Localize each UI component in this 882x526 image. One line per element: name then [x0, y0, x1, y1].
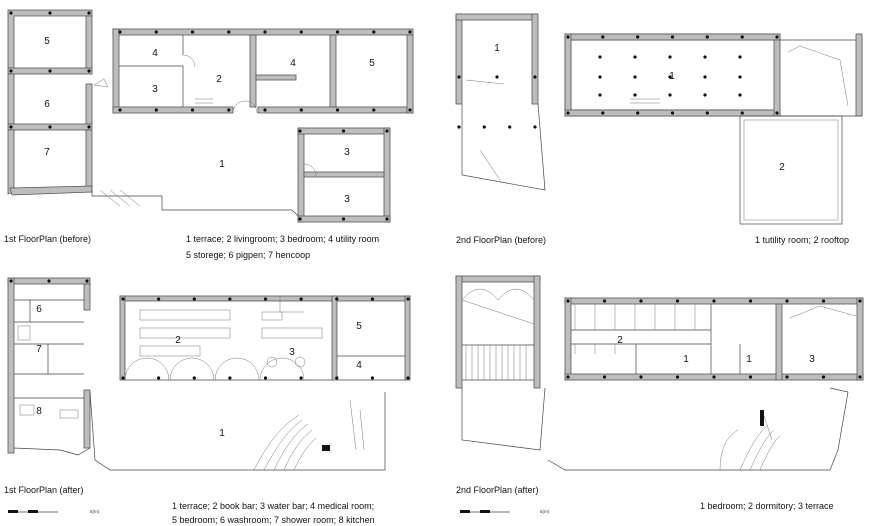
column-dot [785, 375, 788, 378]
column-dot [457, 125, 460, 128]
column-dot [738, 55, 741, 58]
scale-label: 5(m) [90, 509, 100, 514]
column-dot [858, 299, 861, 302]
column-dot [566, 111, 569, 114]
column-dot [85, 279, 88, 282]
plan-legend: 1 bedroom; 2 dormitory; 3 terrace [700, 501, 834, 511]
column-dot [633, 55, 636, 58]
column-dot [738, 93, 741, 96]
plan-1st-floor-before [8, 10, 413, 222]
room-label: 2 [175, 335, 181, 346]
column-dot [300, 108, 303, 111]
column-dot [87, 125, 90, 128]
room-label: 3 [289, 347, 295, 358]
room-label: 4 [290, 58, 296, 69]
column-dot [408, 30, 411, 33]
column-dot [342, 217, 345, 220]
room-label: 6 [36, 304, 42, 315]
column-dot [372, 30, 375, 33]
room-label: 1 [669, 71, 675, 82]
column-dot [749, 375, 752, 378]
column-dot [495, 75, 498, 78]
column-dot [636, 35, 639, 38]
column-dot [408, 108, 411, 111]
column-dot [300, 297, 303, 300]
column-dot [342, 129, 345, 132]
column-dot [47, 279, 50, 282]
column-dot [676, 299, 679, 302]
column-dot [385, 217, 388, 220]
column-dot [155, 108, 158, 111]
plan-legend: 5 bedroom; 6 washroom; 7 shower room; 8 kitchen [172, 515, 375, 525]
room-label: 8 [36, 406, 42, 417]
plan-1st-floor-after [8, 278, 410, 513]
room-label: 3 [152, 84, 158, 95]
column-dot [9, 279, 12, 282]
column-dot [406, 297, 409, 300]
column-dot [738, 75, 741, 78]
column-dot [406, 376, 409, 379]
plan-legend: 5 storege; 6 pigpen; 7 hencoop [186, 250, 311, 260]
column-dot [263, 108, 266, 111]
plan-legend: 1 terrace; 2 livingroom; 3 bedroom; 4 utility room [186, 234, 380, 244]
column-dot [264, 376, 267, 379]
room-label: 2 [779, 162, 785, 173]
column-dot [193, 297, 196, 300]
column-dot [598, 75, 601, 78]
room-label: 7 [44, 147, 50, 158]
room-label: 1 [219, 428, 225, 439]
column-dot [371, 376, 374, 379]
column-dot [157, 376, 160, 379]
column-dot [298, 217, 301, 220]
column-dot [336, 108, 339, 111]
column-dot [741, 111, 744, 114]
room-label: 4 [152, 48, 158, 59]
plan-2nd-floor-after [456, 276, 863, 513]
column-dot [712, 299, 715, 302]
column-dot [533, 125, 536, 128]
column-dot [228, 297, 231, 300]
room-label: 6 [44, 99, 50, 110]
column-dot [227, 30, 230, 33]
column-dot [191, 108, 194, 111]
plan-title: 1st FloorPlan (before) [4, 234, 92, 244]
column-dot [87, 11, 90, 14]
room-labels-plan-1 [44, 36, 375, 205]
column-dot [566, 35, 569, 38]
column-dot [121, 376, 124, 379]
structural-columns [9, 11, 861, 379]
room-label: 5 [369, 58, 375, 69]
column-dot [336, 30, 339, 33]
column-dot [508, 125, 511, 128]
room-label: 1 [219, 159, 225, 170]
room-label: 2 [617, 335, 623, 346]
column-dot [300, 376, 303, 379]
room-label: 1 [494, 43, 500, 54]
scale-label: 5(m) [540, 509, 550, 514]
column-dot [601, 111, 604, 114]
column-dot [87, 69, 90, 72]
column-dot [633, 75, 636, 78]
column-dot [671, 111, 674, 114]
column-dot [191, 30, 194, 33]
room-label: 2 [216, 74, 222, 85]
column-dot [785, 299, 788, 302]
column-dot [48, 11, 51, 14]
column-dot [157, 297, 160, 300]
column-dot [335, 376, 338, 379]
column-dot [676, 375, 679, 378]
room-label: 1 [746, 354, 752, 365]
column-dot [263, 30, 266, 33]
column-dot [703, 93, 706, 96]
column-dot [457, 75, 460, 78]
column-dot [9, 11, 12, 14]
column-dot [775, 111, 778, 114]
room-label: 3 [344, 147, 350, 158]
column-dot [227, 108, 230, 111]
column-dot [385, 129, 388, 132]
column-dot [636, 111, 639, 114]
column-dot [822, 375, 825, 378]
plan-legend: 1 terrace; 2 book bar; 3 water bar; 4 medical room; [172, 501, 375, 511]
column-dot [298, 129, 301, 132]
column-dot [155, 30, 158, 33]
room-label: 4 [356, 360, 362, 371]
column-dot [48, 125, 51, 128]
column-dot [48, 69, 51, 72]
column-dot [601, 35, 604, 38]
column-dot [533, 75, 536, 78]
room-label: 1 [683, 354, 689, 365]
column-dot [668, 55, 671, 58]
column-dot [741, 35, 744, 38]
column-dot [335, 297, 338, 300]
column-dot [749, 299, 752, 302]
column-dot [300, 30, 303, 33]
column-dot [566, 299, 569, 302]
column-dot [9, 125, 12, 128]
plan-legend: 1 tutility room; 2 rooftop [755, 235, 850, 245]
column-dot [822, 299, 825, 302]
column-dot [603, 375, 606, 378]
plan-2nd-floor-before [456, 14, 862, 224]
column-dot [639, 375, 642, 378]
room-label: 7 [36, 344, 42, 355]
column-dot [483, 125, 486, 128]
column-dot [566, 375, 569, 378]
column-dot [633, 93, 636, 96]
room-label: 3 [344, 194, 350, 205]
column-dot [598, 93, 601, 96]
column-dot [706, 35, 709, 38]
column-dot [603, 299, 606, 302]
column-dot [372, 108, 375, 111]
column-dot [193, 376, 196, 379]
column-dot [775, 35, 778, 38]
plan-title: 1st FloorPlan (after) [4, 485, 84, 495]
column-dot [598, 55, 601, 58]
column-dot [371, 297, 374, 300]
column-dot [228, 376, 231, 379]
column-dot [668, 93, 671, 96]
column-dot [118, 30, 121, 33]
column-dot [264, 297, 267, 300]
column-dot [118, 108, 121, 111]
room-label: 5 [44, 36, 50, 47]
column-dot [858, 375, 861, 378]
column-dot [703, 75, 706, 78]
room-label: 5 [356, 321, 362, 332]
column-dot [706, 111, 709, 114]
plan-title: 2nd FloorPlan (after) [456, 485, 539, 495]
column-dot [703, 55, 706, 58]
column-dot [639, 299, 642, 302]
column-dot [712, 375, 715, 378]
room-labels-plan-4 [617, 335, 815, 365]
column-dot [671, 35, 674, 38]
plan-title: 2nd FloorPlan (before) [456, 235, 547, 245]
room-label: 3 [809, 354, 815, 365]
column-dot [121, 297, 124, 300]
column-dot [9, 69, 12, 72]
